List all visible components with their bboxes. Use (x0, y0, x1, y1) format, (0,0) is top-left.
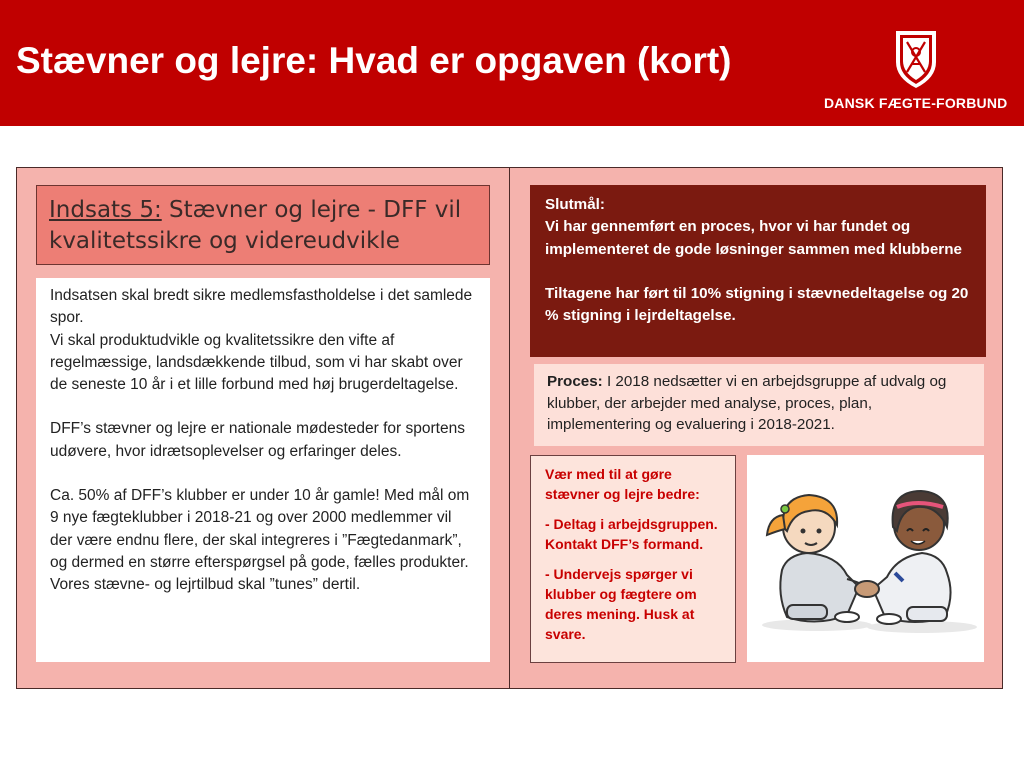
cta-intro: Vær med til at gøre stævner og lejre bedre: (545, 466, 700, 502)
indsats-heading-text: Stævner og lejre - DFF vil kvalitetssikre og videreudvikle (49, 197, 462, 254)
title-bar (0, 0, 1024, 126)
slutmal-text: Vi har gennemført en proces, hvor vi har fundet og implementeret de gode løsninger sammen med klubberne (545, 218, 962, 258)
right-panel (509, 167, 1003, 689)
federation-shield-icon (893, 28, 939, 90)
proces-label: Proces: (547, 373, 603, 390)
cta-item: - Undervejs spørger vi klubber og fægtere om deres mening. Husk at svare. (545, 566, 697, 642)
proces-text: I 2018 nedsætter vi en arbejdsgruppe af udvalg og klubber, der arbejder med analyse, proces, plan, implementering og evaluering i 2018-2021. (547, 373, 947, 433)
fencers-handshake-image (747, 455, 984, 662)
slutmal-label: Slutmål: (545, 196, 605, 213)
slide-title: Stævner og lejre: Hvad er opgaven (kort) (16, 40, 732, 81)
indsats-heading-label: Indsats 5: (49, 197, 162, 223)
body-paragraph: Ca. 50% af DFF’s klubber er under 10 år gamle! Med mål om 9 nye fægteklubber i 2018-21 og over 2000 medlemmer vil der være endnu flere, der skal integreres i ”Fægtedanmark”, og dermed en større efterspørgsel på gode, fælles produkter. Vores stævne- og lejrtilbud skal ”tunes” dertil. (50, 487, 470, 594)
call-to-action-box (530, 455, 736, 663)
indsats-body (36, 278, 490, 662)
body-paragraph: DFF’s stævner og lejre er nationale mødesteder for sportens udøvere, hvor idrætsoplevelser og erfaringer deles. (50, 420, 465, 460)
indsats-heading (36, 185, 490, 265)
federation-logo-text: DANSK FÆGTE-FORBUND (824, 95, 1008, 111)
proces-box (534, 364, 984, 446)
slutmal-text-2: Tiltagene har ført til 10% stigning i stævnedeltagelse og 20 % stigning i lejrdeltagelse. (545, 284, 969, 325)
slutmal-box (530, 185, 986, 357)
fencers-illustration (747, 455, 984, 662)
body-paragraph: Indsatsen skal bredt sikre medlemsfastholdelse i det samlede spor. Vi skal produktudvikle og kvalitetssikre den vifte af regelmæssige, landsdækkende tilbud, som vi har skabt over de seneste 10 år i et lille forbund med høj brugerdeltagelse. (50, 287, 473, 394)
cta-item: - Deltag i arbejdsgruppen. Kontakt DFF’s formand. (545, 516, 718, 552)
left-panel (16, 167, 510, 689)
